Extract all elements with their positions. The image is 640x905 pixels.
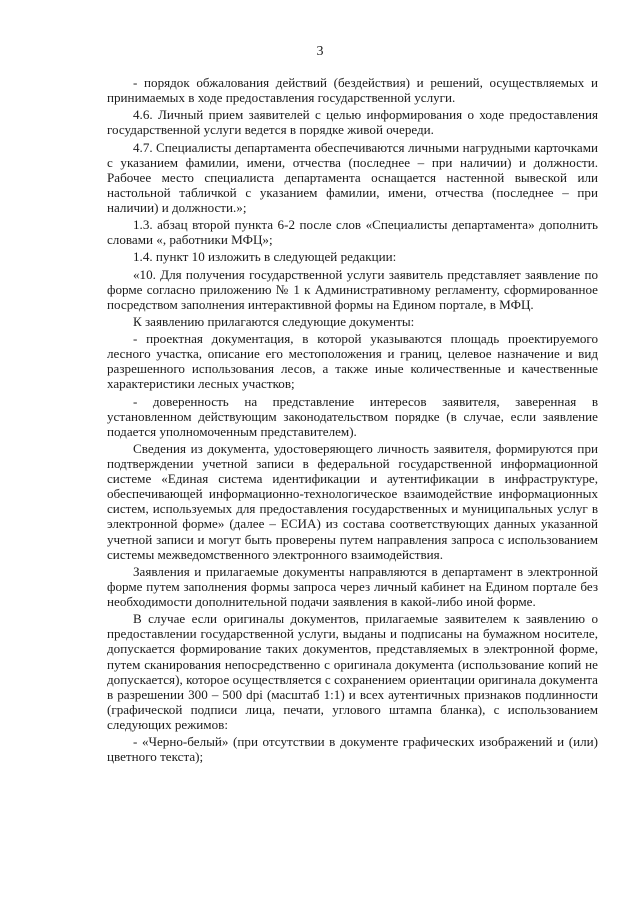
paragraph: 1.3. абзац второй пункта 6-2 после слов «Специалисты департамента» дополнить словами «, работники МФЦ»;: [107, 217, 598, 248]
paragraph: - доверенность на представление интересов заявителя, заверенная в установленном действующим законодательством порядке (в случае, если заявление подается уполномоченным представителем).: [107, 393, 598, 439]
page-bottom-edge: [0, 896, 640, 905]
paragraph: Сведения из документа, удостоверяющего личность заявителя, формируются при подтверждении учетной записи в федеральной государственной информационной системе «Единая система идентификации и аутентификации в инфраструктуре, обеспечивающей информационно-технологическое взаимодействие информационных систем, используемых для предоставления государственных и муниципальных услуг в электронной форме» (далее – ЕСИА) из состава соответствующих данных указанной учетной записи и могут быть проверены путем направления запроса с использованием системы межведомственного электронного взаимодействия.: [107, 441, 598, 562]
paragraph: - проектная документация, в которой указываются площадь проектируемого лесного участка, описание его местоположения и границ, целевое назначение и вид разрешенного использования лесов, а также иные количественные и качественные характеристики лесных участков;: [107, 331, 598, 392]
paragraph: К заявлению прилагаются следующие документы:: [133, 313, 415, 329]
document-body: [107, 75, 598, 766]
paragraph: - «Черно-белый» (при отсутствии в документе графических изображений и (или) цветного текста);: [107, 734, 598, 765]
paragraph: Заявления и прилагаемые документы направляются в департамент в электронной форме путем заполнения формы запроса через личный кабинет на Едином портале без необходимости дополнительной подачи заявления в какой-либо иной форме.: [107, 563, 598, 610]
paragraph: «10. Для получения государственной услуги заявитель представляет заявление по форме согласно приложению № 1 к Административному регламенту, сформированное посредством заполнения интерактивной формы на Едином портале, в МФЦ.: [107, 266, 598, 312]
page-number: 3: [316, 44, 324, 59]
paragraph: 4.6. Личный прием заявителей с целью информирования о ходе предоставления государственной услуги ведется в порядке живой очереди.: [107, 107, 598, 138]
paragraph: 1.4. пункт 10 изложить в следующей редакции:: [133, 249, 397, 265]
paragraph: - порядок обжалования действий (бездействия) и решений, осуществляемых и принимаемых в ходе предоставления государственной услуги.: [107, 75, 598, 106]
paragraph: В случае если оригиналы документов, прилагаемые заявителем к заявлению о предоставлении государственной услуги, выданы и подписаны на бумажном носителе, допускается формирование таких документов, представляемых в электронной форме, путем сканирования непосредственно с оригинала документа (использование копий не допускается), которое осуществляется с сохранением ориентации оригинала документа в разрешении 300 – 500 dpi (масштаб 1:1) и всех аутентичных признаков подлинности (графической подписи лица, печати, углового штампа бланка), с использованием следующих режимов:: [107, 611, 598, 732]
paragraph: 4.7. Специалисты департамента обеспечиваются личными нагрудными карточками с указанием фамилии, имени, отчества (последнее – при наличии) и должности. Рабочее место специалиста департамента оснащается настенной вывеской или настольной табличкой с указанием фамилии, имени, отчества (последнее – при наличии) и должности.»;: [107, 139, 598, 215]
